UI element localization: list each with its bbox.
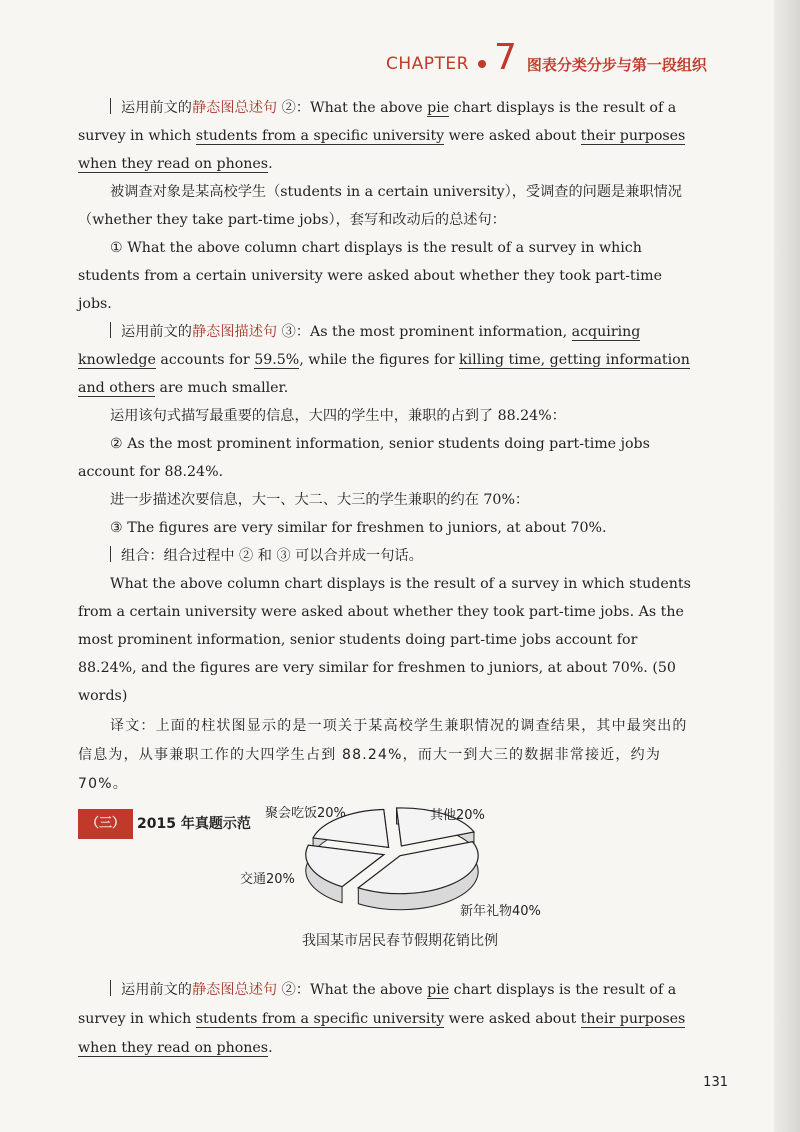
chart-label-other: 其他20% <box>430 808 485 823</box>
page-number: 131 <box>703 1075 728 1090</box>
chart-label-party: 聚会吃饭20% <box>265 806 346 821</box>
vertical-bar-icon <box>110 546 111 562</box>
chapter-word: CHAPTER <box>386 53 469 74</box>
example-sentence-2: ② As the most prominent information, senior students doing part-time jobs account for 88.24%. <box>78 436 650 480</box>
main-content <box>78 94 698 839</box>
section-badge: （三） <box>78 809 133 839</box>
vertical-bar-icon <box>110 98 111 114</box>
description-sentence: 运用前文的静态图描述句 ③：As the most prominent information, acquiring knowledge accounts for 59.5%, while the figures for killing time, getting information and others are much smaller. <box>78 324 690 396</box>
next-paragraph: 进一步描述次要信息，大一、大二、大三的学生兼职的约在 70%： <box>110 492 530 508</box>
combine-note: 组合：组合过程中 ② 和 ③ 可以合并成一句话。 <box>78 542 698 570</box>
summary-sentence-repeat: 运用前文的静态图总述句 ②：What the above pie chart displays is the result of a survey in which students from a specific university were asked about their purposes when they read on phones. <box>78 982 686 1056</box>
chart-caption: 我国某市居民春节假期花销比例 <box>302 933 498 949</box>
translation-paragraph: 译文：上面的柱状图显示的是一项关于某高校学生兼职情况的调查结果，其中最突出的信息为，从事兼职工作的大四学生占到 88.24%，而大一到大三的数据非常接近，约为 70%。 <box>78 718 688 792</box>
highlight-term: 静态图总述句 <box>191 100 278 116</box>
highlight-term: 静态图描述句 <box>191 324 278 340</box>
chapter-dot-icon <box>478 60 486 68</box>
example-sentence-3: ③ The figures are very similar for freshmen to juniors, at about 70%. <box>110 520 607 536</box>
section-title: 2015 年真题示范 <box>137 816 251 832</box>
chart-label-gifts: 新年礼物40% <box>460 904 541 919</box>
final-paragraph: What the above column chart displays is the result of a survey in which students from a certain university were asked about whether they took part-time jobs. As the most prominent information, senior students doing part-time jobs account for 88.24%, and the figures are very similar for freshmen to juniors, at about 70%. (50 words) <box>78 576 691 704</box>
highlight-term: 静态图总述句 <box>191 982 278 998</box>
vertical-bar-icon <box>110 980 111 996</box>
chapter-title: 图表分类分步与第一段组织 <box>526 55 707 74</box>
chapter-number: 7 <box>493 37 517 78</box>
page-edge-shadow <box>774 0 800 1132</box>
usage-paragraph: 运用该句式描写最重要的信息，大四的学生中，兼职的占到了 88.24%： <box>110 408 566 424</box>
vertical-bar-icon <box>110 322 111 338</box>
chapter-header <box>386 37 707 78</box>
summary-sentence-pie: 运用前文的静态图总述句 ②：What the above pie chart displays is the result of a survey in which students from a specific university were asked about their purposes when they read on phones. <box>78 100 686 172</box>
intro-paragraph: 被调查对象是某高校学生（students in a certain university），受调查的问题是兼职情况（whether they take part-time jobs），套写和改动后的总述句： <box>78 184 682 228</box>
example-sentence-1: ① What the above column chart displays is the result of a survey in which students from a certain university were asked about whether they took part-time jobs. <box>78 240 662 312</box>
chart-label-transport: 交通20% <box>240 872 295 887</box>
